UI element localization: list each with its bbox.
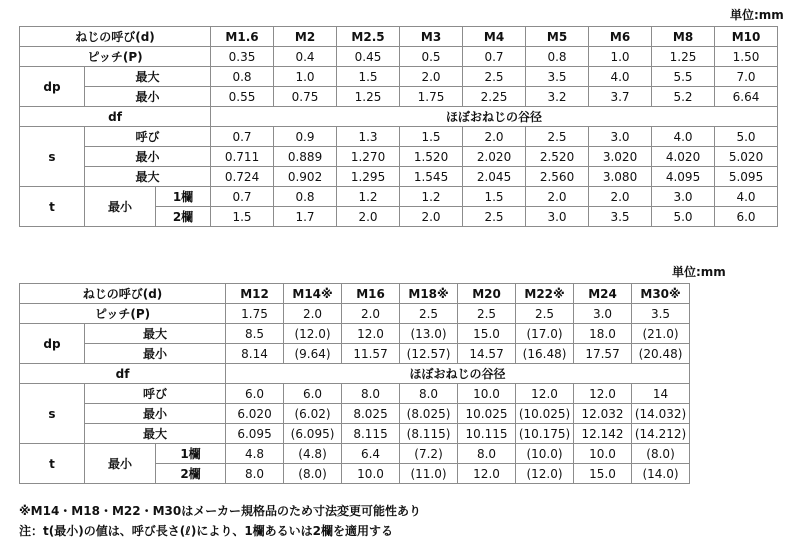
value-cell: 1.2	[400, 187, 463, 207]
value-cell: 8.0	[226, 464, 284, 484]
value-cell: (17.0)	[516, 324, 574, 344]
size-header-cell: M2	[274, 27, 337, 47]
dp-max-row	[20, 67, 778, 87]
value-cell: (16.48)	[516, 344, 574, 364]
value-cell: 1.545	[400, 167, 463, 187]
value-cell: (12.57)	[400, 344, 458, 364]
value-cell: 2.5	[463, 207, 526, 227]
nominal-label: 呼び	[85, 127, 211, 147]
value-cell: 4.020	[652, 147, 715, 167]
value-cell: 6.0	[715, 207, 778, 227]
value-cell: (10.0)	[516, 444, 574, 464]
s-label: s	[20, 127, 85, 187]
value-cell: 10.0	[574, 444, 632, 464]
value-cell: 12.0	[342, 324, 400, 344]
value-cell: 2.5	[516, 304, 574, 324]
value-cell: (12.0)	[284, 324, 342, 344]
value-cell: 0.7	[211, 187, 274, 207]
value-cell: 8.0	[342, 384, 400, 404]
spec-table-m12-to-m30	[19, 283, 690, 484]
value-cell: 0.4	[274, 47, 337, 67]
size-header-cell: M6	[589, 27, 652, 47]
value-cell: 3.5	[589, 207, 652, 227]
dp-min-row	[20, 87, 778, 107]
value-cell: 6.64	[715, 87, 778, 107]
value-cell: 5.095	[715, 167, 778, 187]
value-cell: 4.0	[589, 67, 652, 87]
value-cell: 2.0	[400, 67, 463, 87]
value-cell: 5.0	[652, 207, 715, 227]
value-cell: 8.115	[342, 424, 400, 444]
size-header-cell: M20	[458, 284, 516, 304]
value-cell: 7.0	[715, 67, 778, 87]
header-row	[20, 27, 778, 47]
value-cell: 2.0	[463, 127, 526, 147]
column-2-label: 2欄	[156, 464, 226, 484]
min-label: 最小	[85, 87, 211, 107]
value-cell: 1.7	[274, 207, 337, 227]
value-cell: 0.75	[274, 87, 337, 107]
value-cell: 2.520	[526, 147, 589, 167]
size-header-cell: M3	[400, 27, 463, 47]
value-cell: 10.0	[458, 384, 516, 404]
value-cell: 1.3	[337, 127, 400, 147]
value-cell: (10.175)	[516, 424, 574, 444]
spec-table-m1-6-to-m10	[19, 26, 778, 227]
value-cell: 2.560	[526, 167, 589, 187]
value-cell: 11.57	[342, 344, 400, 364]
value-cell: (14.0)	[632, 464, 690, 484]
value-cell: (8.115)	[400, 424, 458, 444]
value-cell: 4.0	[715, 187, 778, 207]
value-cell: 2.0	[284, 304, 342, 324]
value-cell: 1.25	[652, 47, 715, 67]
value-cell: 3.020	[589, 147, 652, 167]
min-label: 最小	[85, 404, 226, 424]
value-cell: (7.2)	[400, 444, 458, 464]
value-cell: 1.2	[337, 187, 400, 207]
df-label: df	[20, 107, 211, 127]
value-cell: 2.0	[526, 187, 589, 207]
value-cell: 0.7	[211, 127, 274, 147]
value-cell: 1.5	[211, 207, 274, 227]
value-cell: 0.889	[274, 147, 337, 167]
value-cell: (21.0)	[632, 324, 690, 344]
value-cell: 1.75	[400, 87, 463, 107]
value-cell: (9.64)	[284, 344, 342, 364]
value-cell: 5.5	[652, 67, 715, 87]
value-cell: 0.45	[337, 47, 400, 67]
value-cell: (4.8)	[284, 444, 342, 464]
value-cell: 1.295	[337, 167, 400, 187]
s-min-row	[20, 404, 690, 424]
size-header-cell: M10	[715, 27, 778, 47]
value-cell: 15.0	[458, 324, 516, 344]
value-cell: 2.0	[342, 304, 400, 324]
value-cell: (11.0)	[400, 464, 458, 484]
value-cell: (6.02)	[284, 404, 342, 424]
dp-max-row	[20, 324, 690, 344]
df-row	[20, 107, 778, 127]
size-header-cell: M12	[226, 284, 284, 304]
value-cell: 18.0	[574, 324, 632, 344]
value-cell: 1.5	[337, 67, 400, 87]
value-cell: 1.270	[337, 147, 400, 167]
unit-label: 単位:mm	[672, 265, 726, 279]
value-cell: 4.095	[652, 167, 715, 187]
value-cell: 4.8	[226, 444, 284, 464]
s-max-row	[20, 167, 778, 187]
min-label: 最小	[85, 444, 156, 484]
value-cell: 3.0	[574, 304, 632, 324]
value-cell: 15.0	[574, 464, 632, 484]
value-cell: 12.142	[574, 424, 632, 444]
value-cell: 0.902	[274, 167, 337, 187]
df-label: df	[20, 364, 226, 384]
size-header-cell: M14※	[284, 284, 342, 304]
value-cell: 8.0	[458, 444, 516, 464]
value-cell: 0.8	[211, 67, 274, 87]
value-cell: 3.080	[589, 167, 652, 187]
value-cell: 2.25	[463, 87, 526, 107]
s-max-row	[20, 424, 690, 444]
value-cell: 1.0	[589, 47, 652, 67]
s-nominal-row	[20, 127, 778, 147]
thread-size-label: ねじの呼び(d)	[20, 284, 226, 304]
value-cell: 14.57	[458, 344, 516, 364]
value-cell: 0.8	[526, 47, 589, 67]
value-cell: 6.020	[226, 404, 284, 424]
size-header-cell: M4	[463, 27, 526, 47]
value-cell: 3.5	[526, 67, 589, 87]
value-cell: 0.724	[211, 167, 274, 187]
value-cell: 8.14	[226, 344, 284, 364]
size-header-cell: M5	[526, 27, 589, 47]
value-cell: 12.0	[516, 384, 574, 404]
value-cell: 12.0	[574, 384, 632, 404]
thread-size-label: ねじの呼び(d)	[20, 27, 211, 47]
value-cell: 2.020	[463, 147, 526, 167]
value-cell: 1.25	[337, 87, 400, 107]
value-cell: 8.0	[400, 384, 458, 404]
value-cell: 6.0	[284, 384, 342, 404]
min-label: 最小	[85, 187, 156, 227]
pitch-label: ピッチ(P)	[20, 47, 211, 67]
value-cell: 8.5	[226, 324, 284, 344]
value-cell: 5.020	[715, 147, 778, 167]
value-cell: (8.0)	[284, 464, 342, 484]
dp-label: dp	[20, 67, 85, 107]
value-cell: 6.0	[226, 384, 284, 404]
value-cell: 2.0	[400, 207, 463, 227]
value-cell: (8.0)	[632, 444, 690, 464]
value-cell: 2.045	[463, 167, 526, 187]
value-cell: 3.2	[526, 87, 589, 107]
column-1-label: 1欄	[156, 187, 211, 207]
size-header-cell: M22※	[516, 284, 574, 304]
pitch-label: ピッチ(P)	[20, 304, 226, 324]
size-header-cell: M24	[574, 284, 632, 304]
df-description: ほぼおねじの谷径	[226, 364, 690, 384]
max-label: 最大	[85, 324, 226, 344]
value-cell: 2.0	[589, 187, 652, 207]
min-label: 最小	[85, 344, 226, 364]
t-col1-row	[20, 187, 778, 207]
value-cell: (14.032)	[632, 404, 690, 424]
size-header-cell: M1.6	[211, 27, 274, 47]
value-cell: 12.032	[574, 404, 632, 424]
s-label: s	[20, 384, 85, 444]
unit-label: 単位:mm	[730, 8, 784, 22]
value-cell: (8.025)	[400, 404, 458, 424]
footnote-manufacturer-standard: ※M14・M18・M22・M30はメーカー規格品のため寸法変更可能性あり	[19, 504, 421, 518]
value-cell: 2.5	[458, 304, 516, 324]
value-cell: (10.025)	[516, 404, 574, 424]
value-cell: 6.095	[226, 424, 284, 444]
value-cell: (6.095)	[284, 424, 342, 444]
value-cell: 5.0	[715, 127, 778, 147]
s-nominal-row	[20, 384, 690, 404]
value-cell: (13.0)	[400, 324, 458, 344]
value-cell: 0.35	[211, 47, 274, 67]
max-label: 最大	[85, 167, 211, 187]
value-cell: 2.0	[337, 207, 400, 227]
value-cell: 3.0	[652, 187, 715, 207]
value-cell: 10.115	[458, 424, 516, 444]
value-cell: 0.55	[211, 87, 274, 107]
value-cell: 3.0	[589, 127, 652, 147]
size-header-cell: M8	[652, 27, 715, 47]
size-header-cell: M30※	[632, 284, 690, 304]
size-header-cell: M16	[342, 284, 400, 304]
min-label: 最小	[85, 147, 211, 167]
value-cell: 3.0	[526, 207, 589, 227]
value-cell: 3.5	[632, 304, 690, 324]
value-cell: (12.0)	[516, 464, 574, 484]
column-2-label: 2欄	[156, 207, 211, 227]
max-label: 最大	[85, 424, 226, 444]
value-cell: 0.8	[274, 187, 337, 207]
footnote-t-min-usage: 注：t(最小)の値は、呼び長さ(ℓ)により、1欄あるいは2欄を適用する	[19, 524, 394, 538]
t-col1-row	[20, 444, 690, 464]
max-label: 最大	[85, 67, 211, 87]
value-cell: 5.2	[652, 87, 715, 107]
value-cell: 6.4	[342, 444, 400, 464]
value-cell: (20.48)	[632, 344, 690, 364]
value-cell: 0.9	[274, 127, 337, 147]
df-row	[20, 364, 690, 384]
value-cell: 2.5	[463, 67, 526, 87]
value-cell: 2.5	[526, 127, 589, 147]
column-1-label: 1欄	[156, 444, 226, 464]
value-cell: (14.212)	[632, 424, 690, 444]
dp-label: dp	[20, 324, 85, 364]
value-cell: 10.0	[342, 464, 400, 484]
s-min-row	[20, 147, 778, 167]
value-cell: 1.0	[274, 67, 337, 87]
header-row	[20, 284, 690, 304]
dp-min-row	[20, 344, 690, 364]
value-cell: 2.5	[400, 304, 458, 324]
value-cell: 14	[632, 384, 690, 404]
pitch-row	[20, 47, 778, 67]
t-label: t	[20, 444, 85, 484]
t-label: t	[20, 187, 85, 227]
nominal-label: 呼び	[85, 384, 226, 404]
size-header-cell: M2.5	[337, 27, 400, 47]
value-cell: 0.5	[400, 47, 463, 67]
value-cell: 0.7	[463, 47, 526, 67]
value-cell: 1.520	[400, 147, 463, 167]
value-cell: 1.50	[715, 47, 778, 67]
value-cell: 17.57	[574, 344, 632, 364]
value-cell: 4.0	[652, 127, 715, 147]
value-cell: 1.5	[400, 127, 463, 147]
value-cell: 0.711	[211, 147, 274, 167]
pitch-row	[20, 304, 690, 324]
value-cell: 3.7	[589, 87, 652, 107]
value-cell: 1.75	[226, 304, 284, 324]
value-cell: 10.025	[458, 404, 516, 424]
size-header-cell: M18※	[400, 284, 458, 304]
value-cell: 12.0	[458, 464, 516, 484]
value-cell: 1.5	[463, 187, 526, 207]
df-description: ほぼおねじの谷径	[211, 107, 778, 127]
value-cell: 8.025	[342, 404, 400, 424]
